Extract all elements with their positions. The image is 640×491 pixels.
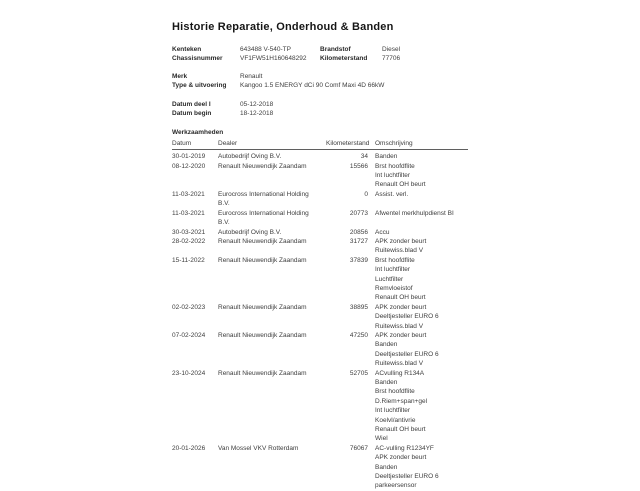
row-datum: 07-02-2024 bbox=[172, 331, 206, 339]
row-dealer: Eurocross International Holding B.V. bbox=[218, 190, 309, 208]
row-datum: 20-01-2026 bbox=[172, 444, 206, 452]
row-omschrijving bbox=[368, 369, 468, 444]
omschrijving-line: Int luchtfilter bbox=[375, 407, 411, 415]
table-row bbox=[172, 369, 468, 444]
omschrijving-line: Deeltjesteller EURO 6 bbox=[375, 313, 439, 321]
spacer bbox=[172, 91, 468, 100]
page-title: Historie Reparatie, Onderhoud & Banden bbox=[172, 21, 394, 33]
row-datum: 11-03-2021 bbox=[172, 209, 205, 217]
row-dealer: Renault Nieuwendijk Zaandam bbox=[218, 256, 307, 264]
row-dealer: Renault Nieuwendijk Zaandam bbox=[218, 237, 307, 245]
kilometerstand-value: 77706 bbox=[382, 55, 401, 63]
row-omschrijving bbox=[368, 190, 468, 199]
omschrijving-line: Accu bbox=[375, 228, 390, 236]
omschrijving-line: Luchtfilter bbox=[375, 275, 404, 283]
omschrijving-line: Koelvl/antivrie bbox=[375, 416, 416, 424]
vehicle-info-row bbox=[172, 54, 468, 63]
row-dealer: Renault Nieuwendijk Zaandam bbox=[218, 162, 307, 170]
omschrijving-line: Brst hoofdflite bbox=[375, 388, 415, 396]
table-row bbox=[172, 256, 468, 303]
omschrijving-line: Remvloeistof bbox=[375, 284, 413, 292]
table-row bbox=[172, 444, 468, 491]
werkzaamheden-heading: Werkzaamheden bbox=[172, 129, 224, 137]
datum-begin-value: 18-12-2018 bbox=[240, 110, 274, 118]
row-omschrijving bbox=[368, 303, 468, 331]
row-datum: 30-01-2019 bbox=[172, 153, 206, 161]
omschrijving-line: Banden bbox=[375, 463, 398, 471]
row-omschrijving bbox=[368, 444, 468, 491]
omschrijving-line: Banden bbox=[375, 341, 398, 349]
omschrijving-line: Ruitewiss.blad V bbox=[375, 360, 424, 368]
omschrijving-line: APK zonder beurt bbox=[375, 303, 427, 311]
row-kilometerstand: 34 bbox=[360, 153, 368, 161]
omschrijving-line: parkeersensor bbox=[375, 482, 417, 490]
omschrijving-line: Banden bbox=[375, 153, 398, 161]
chassisnummer-value: VF1FW51H160648292 bbox=[240, 55, 307, 63]
omschrijving-line: D.Riem+span+gel bbox=[375, 397, 428, 405]
omschrijving-line: ACvulling R134A bbox=[375, 369, 425, 377]
omschrijving-line: Deeltjesteller EURO 6 bbox=[375, 473, 439, 481]
row-datum: 28-02-2022 bbox=[172, 237, 206, 245]
row-dealer: Eurocross International Holding B.V. bbox=[218, 209, 309, 227]
table-row bbox=[172, 162, 468, 190]
table-row bbox=[172, 228, 468, 237]
omschrijving-line: Brst hoofdflite bbox=[375, 162, 415, 170]
merk-value: Renault bbox=[240, 72, 263, 80]
omschrijving-line: Renault OH beurt bbox=[375, 426, 426, 434]
row-datum: 23-10-2024 bbox=[172, 369, 206, 377]
row-kilometerstand: 37839 bbox=[349, 256, 368, 264]
vehicle-info-row bbox=[172, 45, 468, 54]
row-kilometerstand: 52705 bbox=[349, 369, 368, 377]
column-header-kilometerstand: Kilometerstand bbox=[326, 139, 370, 147]
omschrijving-line: Int luchtfilter bbox=[375, 172, 411, 180]
row-kilometerstand: 20773 bbox=[349, 209, 368, 217]
brandstof-value: Diesel bbox=[382, 46, 401, 53]
type-uitvoering-label: Type & uitvoering bbox=[172, 82, 227, 90]
row-kilometerstand: 0 bbox=[364, 190, 368, 198]
omschrijving-line: APK zonder beurt bbox=[375, 237, 427, 245]
report-page bbox=[172, 0, 468, 491]
omschrijving-line: Renault OH beurt bbox=[375, 181, 426, 189]
spacer bbox=[172, 64, 468, 72]
row-kilometerstand: 20856 bbox=[349, 228, 368, 236]
table-header bbox=[172, 139, 468, 150]
row-kilometerstand: 47250 bbox=[349, 331, 368, 339]
table-row bbox=[172, 331, 468, 369]
vehicle-info-row bbox=[172, 109, 468, 118]
row-datum: 30-03-2021 bbox=[172, 228, 206, 236]
omschrijving-line: Banden bbox=[375, 379, 398, 386]
vehicle-info-row bbox=[172, 100, 468, 109]
row-omschrijving bbox=[368, 331, 468, 369]
row-dealer: Van Mossel VKV Rotterdam bbox=[218, 444, 299, 452]
chassisnummer-label: Chassisnummer bbox=[172, 55, 223, 63]
omschrijving-line: Brst hoofdflite bbox=[375, 256, 415, 264]
datum-begin-label: Datum begin bbox=[172, 110, 212, 118]
omschrijving-line: Wiel bbox=[375, 435, 388, 443]
vehicle-info-row bbox=[172, 81, 468, 90]
vehicle-info-row bbox=[172, 72, 468, 81]
omschrijving-line: APK zonder beurt bbox=[375, 454, 427, 462]
merk-label: Merk bbox=[172, 72, 188, 80]
datum-deel1-label: Datum deel I bbox=[172, 100, 211, 108]
table-body bbox=[172, 152, 468, 491]
omschrijving-line: Deeltjesteller EURO 6 bbox=[375, 350, 439, 358]
omschrijving-line: Ruitewiss.blad V bbox=[375, 322, 424, 330]
row-kilometerstand: 15566 bbox=[349, 162, 368, 170]
column-header-omschrijving: Omschrijving bbox=[375, 139, 413, 147]
omschrijving-line: Renault OH beurt bbox=[375, 294, 426, 302]
type-uitvoering-value: Kangoo 1.5 ENERGY dCi 90 Comf Maxi 4D 66kW bbox=[240, 82, 385, 90]
brandstof-label: Brandstof bbox=[320, 46, 351, 53]
row-kilometerstand: 76067 bbox=[349, 444, 368, 452]
kenteken-label: Kenteken bbox=[172, 46, 202, 53]
table-row bbox=[172, 303, 468, 331]
row-dealer: Renault Nieuwendijk Zaandam bbox=[218, 331, 307, 339]
omschrijving-line: Afwentel merkhulpdienst BI bbox=[375, 209, 454, 217]
omschrijving-line: APK zonder beurt bbox=[375, 331, 427, 339]
omschrijving-line: Assist. verl. bbox=[375, 190, 409, 198]
row-kilometerstand: 31727 bbox=[349, 237, 368, 245]
row-dealer: Autobedrijf Oving B.V. bbox=[218, 153, 282, 161]
row-datum: 15-11-2022 bbox=[172, 256, 205, 264]
kenteken-value: 643488 V-540-TP bbox=[240, 46, 291, 53]
row-datum: 11-03-2021 bbox=[172, 190, 205, 198]
row-datum: 08-12-2020 bbox=[172, 162, 206, 170]
column-header-dealer: Dealer bbox=[218, 139, 238, 147]
table-row bbox=[172, 237, 468, 256]
row-kilometerstand: 38895 bbox=[349, 303, 368, 311]
row-dealer: Autobedrijf Oving B.V. bbox=[218, 228, 282, 236]
row-omschrijving bbox=[368, 237, 468, 256]
row-omschrijving bbox=[368, 209, 468, 218]
row-datum: 02-02-2023 bbox=[172, 303, 206, 311]
kilometerstand-label: Kilometerstand bbox=[320, 55, 368, 63]
row-omschrijving bbox=[368, 256, 468, 303]
omschrijving-line: Ruitewiss.blad V bbox=[375, 247, 424, 255]
row-dealer: Renault Nieuwendijk Zaandam bbox=[218, 369, 307, 377]
row-omschrijving bbox=[368, 162, 468, 190]
table-row bbox=[172, 152, 468, 161]
datum-deel1-value: 05-12-2018 bbox=[240, 100, 274, 108]
row-omschrijving bbox=[368, 228, 468, 237]
table-row bbox=[172, 190, 468, 209]
table-row bbox=[172, 209, 468, 228]
omschrijving-line: AC-vulling R1234YF bbox=[375, 444, 434, 452]
omschrijving-line: Int luchtfilter bbox=[375, 266, 411, 274]
row-dealer: Renault Nieuwendijk Zaandam bbox=[218, 303, 307, 311]
row-omschrijving bbox=[368, 152, 468, 161]
column-header-datum: Datum bbox=[172, 139, 192, 147]
